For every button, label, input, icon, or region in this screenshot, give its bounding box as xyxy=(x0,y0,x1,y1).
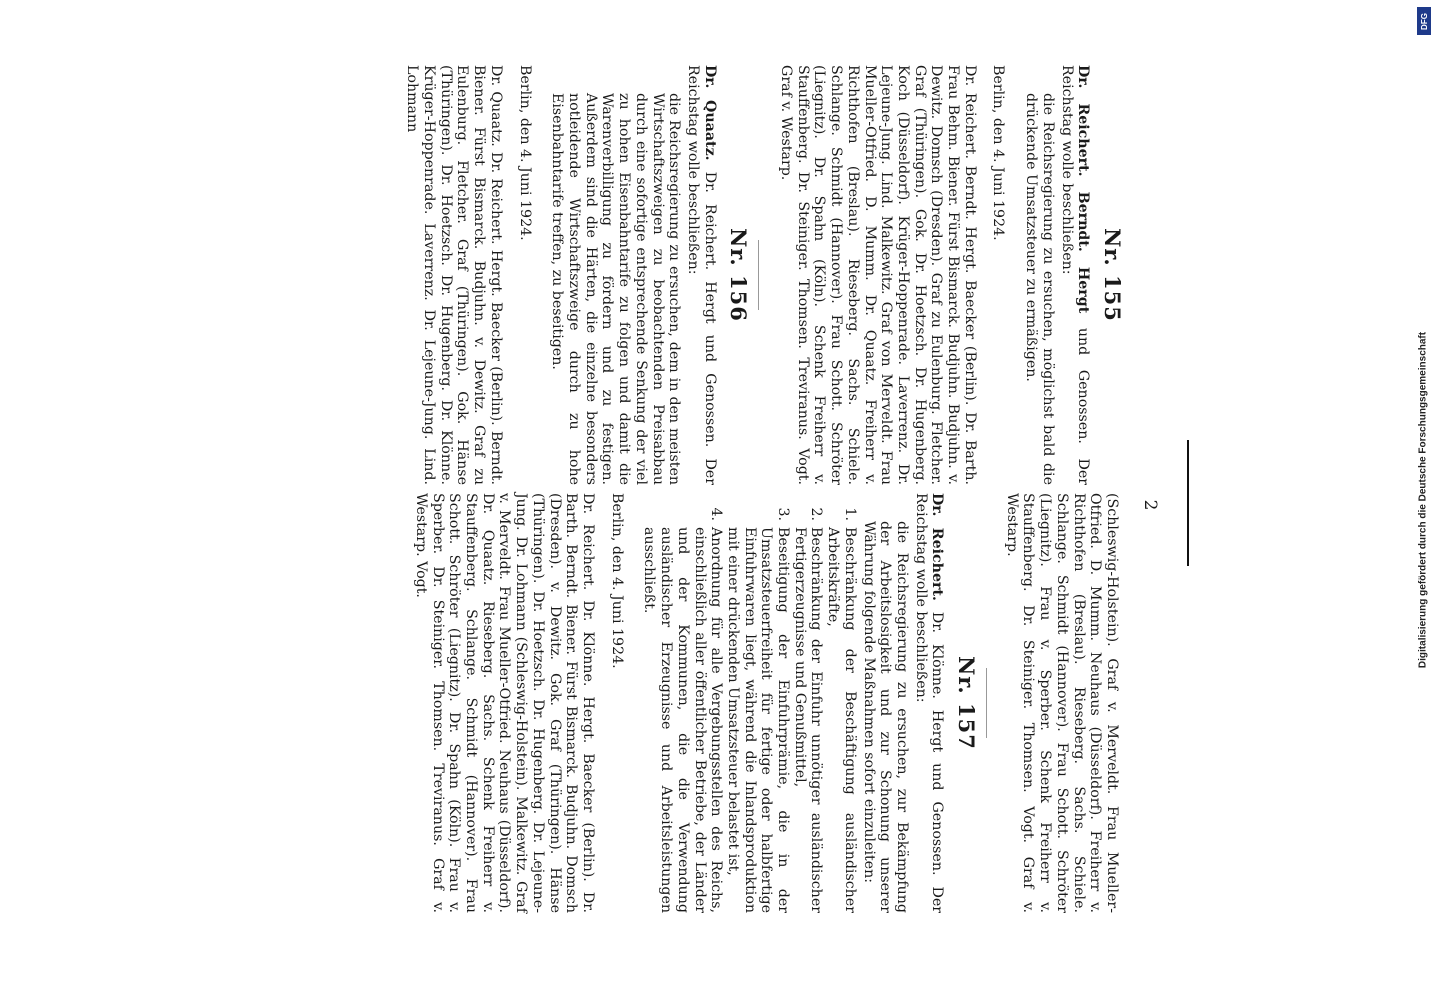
list-item xyxy=(824,493,857,913)
item-number: 1. xyxy=(841,507,858,521)
motion-heading: Nr. 156 xyxy=(726,228,752,322)
list-item xyxy=(724,493,791,913)
separator xyxy=(986,668,987,738)
list-item xyxy=(641,493,725,913)
motion-heading: Nr. 157 xyxy=(954,656,980,750)
motion-signers: Dr. Reichert. Dr. Klönne. Hergt. Baecker (Berlin). Dr. Barth. Berndt. Biener. Fürst Bismarck. Budjuhn. Domsch (Dresden). v. Dewitz. Gok. Graf (Thüringen). Hänse (Thüringen). Dr. Hoetzsch. Dr. Hugenberg. Dr. Lejeune-Jung. Dr. Lohmann (Schleswig-Holstein). Malkewitz. Graf v. Merveldt. Frau Mueller-Otfried. Neuhaus (Düsseldorf). Dr. Quaatz. Rieseberg. Sachs. Schenk Freiherr v. Stauffenberg. Schlange. Schmidt (Hannover). Frau Schott. Schröter (Liegnitz). Dr. Spahn (Köln). Frau v. Sperber. Dr. Steiniger. Thomsen. Treviranus. Graf v. Westarp. Vogt. xyxy=(412,493,597,913)
motion-intro xyxy=(1058,65,1091,485)
motion-body: die Reichsregierung zu ersuchen, dem in den meisten Wirtschaftszweigen zu beobachtenden Preisabbau durch eine sofortige entsprechende Senkung der viel zu hohen Eisenbahntarife zu folgen und damit die Warenverbilligung zu fördern und zu festigen. Außerdem sind die Härten, die einzelne besonders notleidende Wirtschaftszweige durch zu hohe Eisenbahntarife treffen, zu beseitigen. xyxy=(549,93,683,485)
motion-date: Berlin, den 4. Juni 1924. xyxy=(608,493,625,669)
list-item xyxy=(791,493,824,913)
item-number: 2. xyxy=(808,507,825,521)
item-text: Beseitigung der Einfuhrprämie, die in der Umsatzsteuerfreiheit für fertige oder halbfertige Einfuhrwaren liegt, während die Inlandsproduktion mit einer drückenden Umsatzsteuer belastet ist, xyxy=(724,527,792,913)
dfg-logo xyxy=(1417,7,1431,35)
digitization-note-text: Digitalisierung gefördert durch die Deutsche Forschungsgemeinschaft xyxy=(1417,331,1429,669)
item-text: Beschränkung der Beschäftigung ausländischer Arbeitskräfte, xyxy=(825,527,858,913)
dfg-logo-text: DFG xyxy=(1419,12,1429,30)
item-text: Anordnung für alle Vergebungsstellen des Reichs, einschließlich aller öffentlicher Betriebe, der Länder und der Kommunen, die die Verwendung ausländischer Erzeugnisse und Arbeitsleistungen ausschließt. xyxy=(641,527,725,913)
signers-continued: (Schleswig-Holstein). Graf v. Merveldt. Frau Mueller-Otfried. D. Mumm. Neuhaus (Düsseldorf). Freiherr v. Richthofen (Breslau). Rieseberg. Sachs. Schiele. Schlange. Schmidt (Hannover). Frau Schott. Schröter (Liegnitz). Frau v. Sperber. Schenk Freiherr v. Stauffenberg. Dr. Steiniger. Thomsen. Vogt. Graf v. Westarp. xyxy=(1003,493,1120,913)
page-number: 2 xyxy=(1140,499,1160,511)
motion-body: die Reichsregierung zu ersuchen, möglichst bald die drückende Umsatzsteuer zu ermäßigen. xyxy=(1023,93,1056,485)
separator xyxy=(758,240,759,310)
motion-intro-rest: Dr. Klönne. Hergt und Genossen. Der Reichstag wolle beschließen: xyxy=(912,493,946,913)
motion-intro-rest: und Genossen. Der Reichstag wolle beschließen: xyxy=(1058,65,1092,485)
motion-date: Berlin, den 4. Juni 1924. xyxy=(990,65,1007,241)
motion-heading: Nr. 155 xyxy=(1100,228,1125,322)
right-column xyxy=(394,493,1120,913)
motion-body: die Reichsregierung zu ersuchen, zur Bekämpfung der Arbeitslosigkeit und zur Schonung unserer Währung folgende Maßnahmen sofort einzuleiten: xyxy=(860,521,910,913)
left-column xyxy=(386,65,1125,485)
motion-item-list xyxy=(641,493,858,913)
motion-signers: Dr. Quaatz. Dr. Reichert. Hergt. Baecker (Berlin). Berndt. Biener. Fürst Bismarck. Budjuhn. v. Dewitz. Graf zu Eulenburg. Fletcher. Graf (Thüringen). Gok. Hänse (Thüringen). Dr. Hoetzsch. Dr. Hugenberg. Dr. Klönne. Krüger-Hoppenrade. Laverrenz. Dr. Lejeune-Jung. Lind. Lohmann xyxy=(404,65,504,485)
motion-156 xyxy=(404,65,752,485)
motion-intro-name: Dr. Quaatz. xyxy=(701,65,718,161)
item-number: 4. xyxy=(708,507,725,521)
item-text: Beschränkung der Einfuhr unnötiger ausländischer Fertigerzeugnisse und Genußmittel, xyxy=(791,527,825,913)
motion-intro-name: Dr. Reichert. xyxy=(929,493,946,601)
motion-signers: Dr. Reichert. Berndt. Hergt. Baecker (Berlin). Dr. Barth. Frau Behm. Biener. Fürst Bismarck. Budjuhn. Budjuhn. v. Dewitz. Domsch (Dresden). Graf zu Eulenburg. Fletcher. Graf (Thüringen). Gok. Dr. Hoetzsch. Dr. Hugenberg. Koch (Düsseldorf). Krüger-Hoppenrade. Laverrenz. Dr. Lejeune-Jung. Lind. Malkewitz. Graf von Merveldt. Frau Mueller-Otfried. D. Mumm. Dr. Quaatz. Freiherr v. Richthofen (Breslau). Rieseberg. Sachs. Schiele. Schlange. Schmidt (Hannover). Frau Schott. Schröter (Liegnitz). Dr. Spahn (Köln). Schenk Freiherr v. Stauffenberg. Dr. Steiniger. Thomsen. Treviranus. Vogt. Graf v. Westarp. xyxy=(778,65,978,485)
motion-intro xyxy=(684,65,717,485)
motion-157 xyxy=(412,493,980,913)
motion-155 xyxy=(777,65,1125,485)
motion-intro-rest: Dr. Reichert. Hergt und Genossen. Der Reichstag wolle beschließen: xyxy=(684,65,718,485)
motion-date: Berlin, den 4. Juni 1924. xyxy=(516,65,533,241)
motion-intro-name: Dr. Reichert. Berndt. Hergt xyxy=(1075,65,1092,314)
rotated-document-page xyxy=(200,0,1160,1000)
item-number: 3. xyxy=(775,507,792,521)
scan-edge-line xyxy=(1187,440,1189,566)
motion-intro xyxy=(912,493,945,913)
